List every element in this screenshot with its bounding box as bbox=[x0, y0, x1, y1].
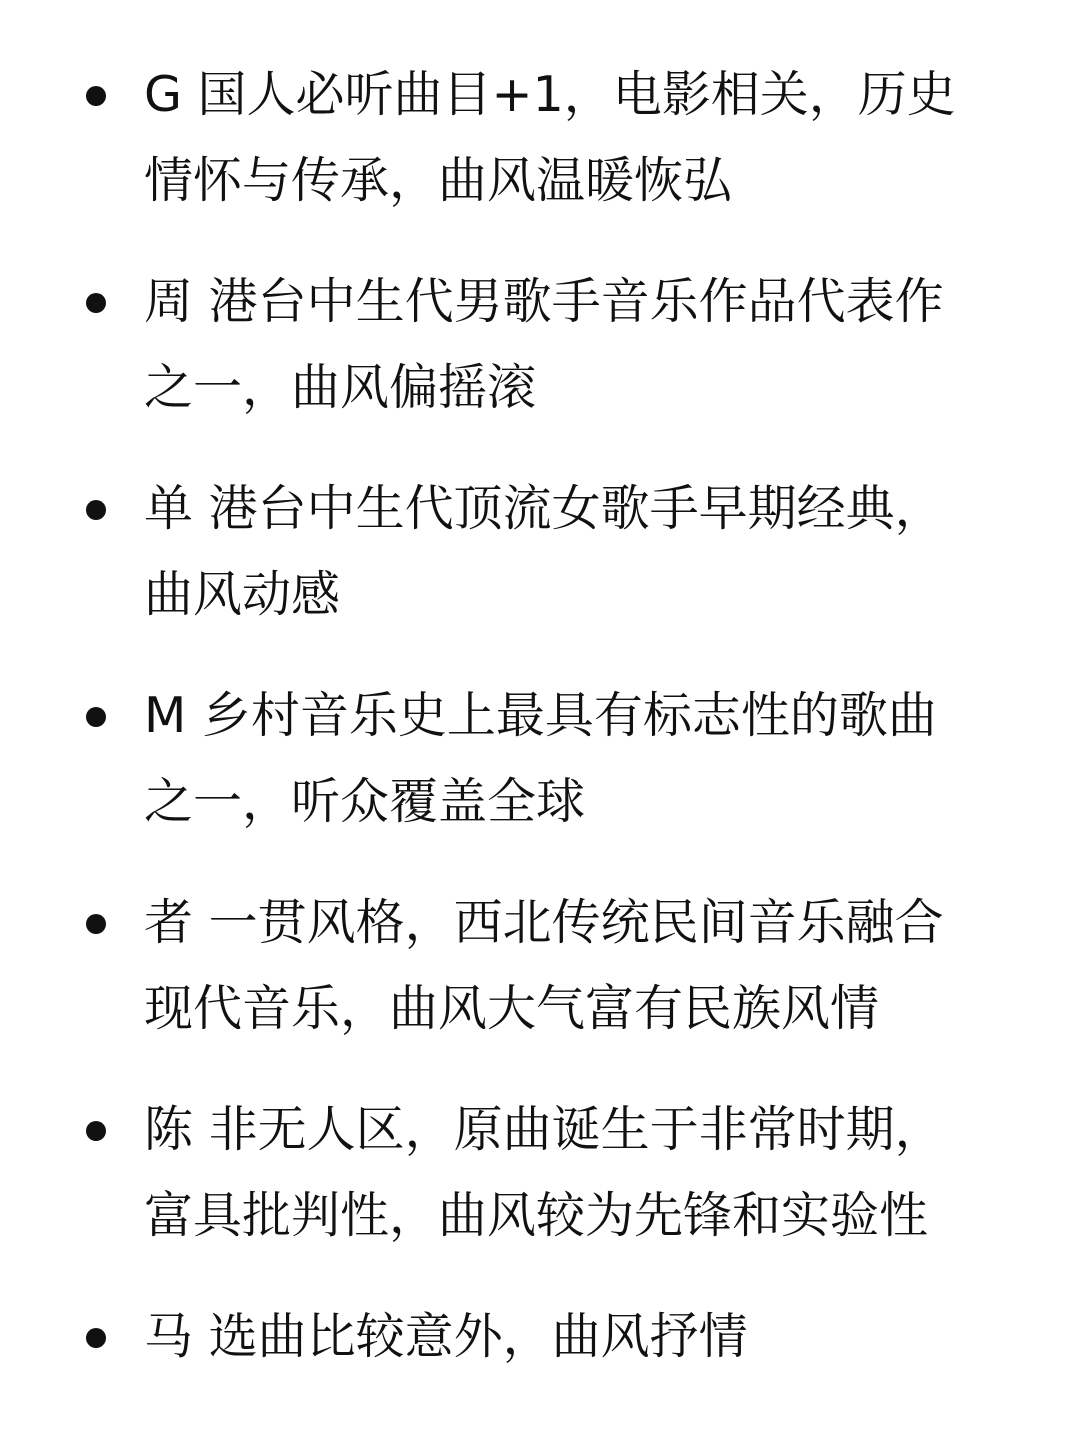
list-item bbox=[0, 466, 1080, 638]
list-item-text: 陈 非无人区，原曲诞生于非常时期，富具批判性，曲风较为先锋和实验性 bbox=[144, 1101, 944, 1244]
list-item-text: 者 一贯风格，西北传统民间音乐融合现代音乐，曲风大气富有民族风情 bbox=[144, 894, 944, 1037]
bullet-dot-icon bbox=[86, 86, 106, 106]
list-item bbox=[0, 1294, 1080, 1380]
bullet-dot-icon bbox=[86, 1121, 106, 1141]
song-note-list bbox=[0, 52, 1080, 1415]
list-item-text: 单 港台中生代顶流女歌手早期经典，曲风动感 bbox=[144, 480, 944, 623]
bullet-dot-icon bbox=[86, 707, 106, 727]
list-item bbox=[0, 1087, 1080, 1259]
bullet-dot-icon bbox=[86, 293, 106, 313]
list-item bbox=[0, 880, 1080, 1052]
list-item-text: G 国人必听曲目+1，电影相关，历史情怀与传承，曲风温暖恢弘 bbox=[144, 66, 956, 209]
list-item bbox=[0, 52, 1080, 224]
list-item-text: 马 选曲比较意外，曲风抒情 bbox=[144, 1308, 748, 1365]
bullet-dot-icon bbox=[86, 500, 106, 520]
list-item-text: 周 港台中生代男歌手音乐作品代表作之一，曲风偏摇滚 bbox=[144, 273, 944, 416]
bullet-dot-icon bbox=[86, 1328, 106, 1348]
list-item-text: M 乡村音乐史上最具有标志性的歌曲之一，听众覆盖全球 bbox=[144, 687, 937, 830]
list-item bbox=[0, 673, 1080, 845]
list-item bbox=[0, 259, 1080, 431]
bullet-dot-icon bbox=[86, 914, 106, 934]
